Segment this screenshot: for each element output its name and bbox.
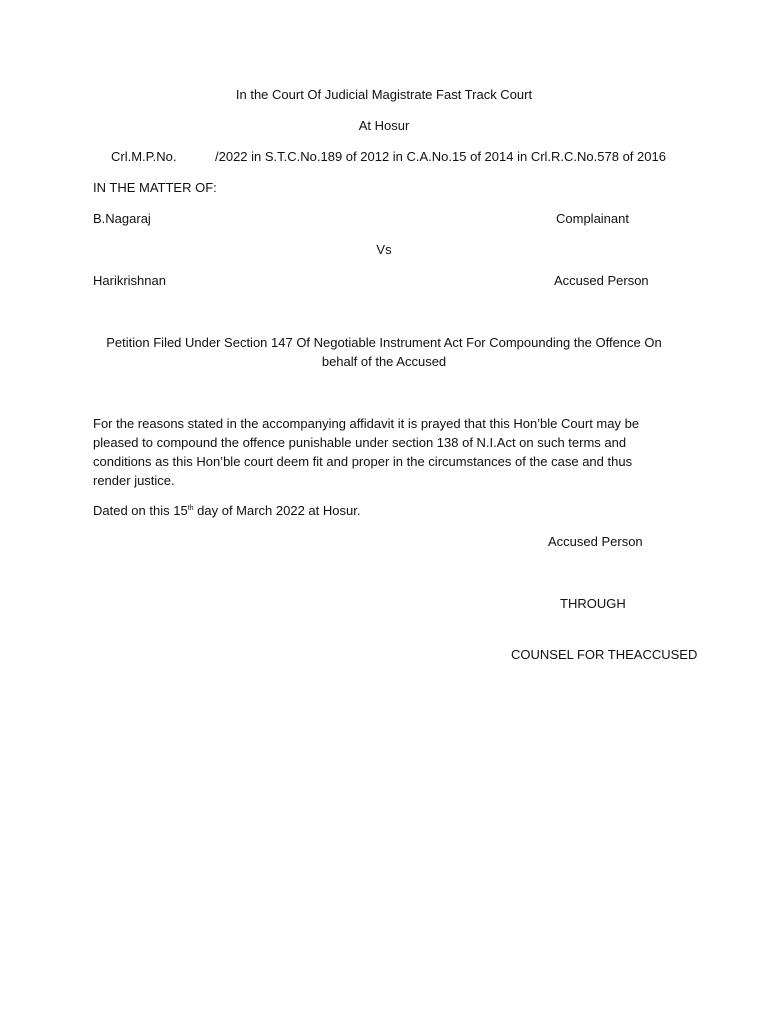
- court-location: At Hosur: [358, 118, 410, 133]
- petition-title-line-1: Petition Filed Under Section 147 Of Negotiable Instrument Act For Compounding the Offence On: [106, 335, 662, 350]
- case-number-prefix: Crl.M.P.No.: [111, 149, 177, 164]
- dated-prefix: Dated on this 15: [93, 503, 188, 518]
- petition-title-line-2: behalf of the Accused: [321, 354, 447, 369]
- versus-label: Vs: [376, 242, 392, 257]
- dated-suffix: day of March 2022 at Hosur.: [193, 503, 361, 518]
- signature-through: THROUGH: [560, 596, 626, 611]
- complainant-name: B.Nagaraj: [93, 211, 151, 226]
- matter-heading: IN THE MATTER OF:: [93, 180, 217, 195]
- signature-counsel: COUNSEL FOR THEACCUSED: [511, 647, 698, 662]
- accused-role: Accused Person: [554, 273, 649, 288]
- case-number-details: /2022 in S.T.C.No.189 of 2012 in C.A.No.15 of 2014 in Crl.R.C.No.578 of 2016: [215, 149, 666, 164]
- dated-ordinal: th: [187, 505, 194, 512]
- prayer-paragraph: For the reasons stated in the accompanying affidavit it is prayed that this Hon’ble Court may be pleased to compound the offence punishable under section 138 of N.I.Act on such terms and conditions as this Hon’ble court deem fit and proper in the circumstances of the case and thus render justice.: [93, 416, 640, 488]
- dated-line: [93, 502, 360, 520]
- signature-party: Accused Person: [548, 534, 643, 549]
- accused-name: Harikrishnan: [93, 273, 166, 288]
- complainant-role: Complainant: [556, 211, 629, 226]
- court-title: In the Court Of Judicial Magistrate Fast Track Court: [235, 87, 533, 102]
- petition-title: [93, 333, 675, 371]
